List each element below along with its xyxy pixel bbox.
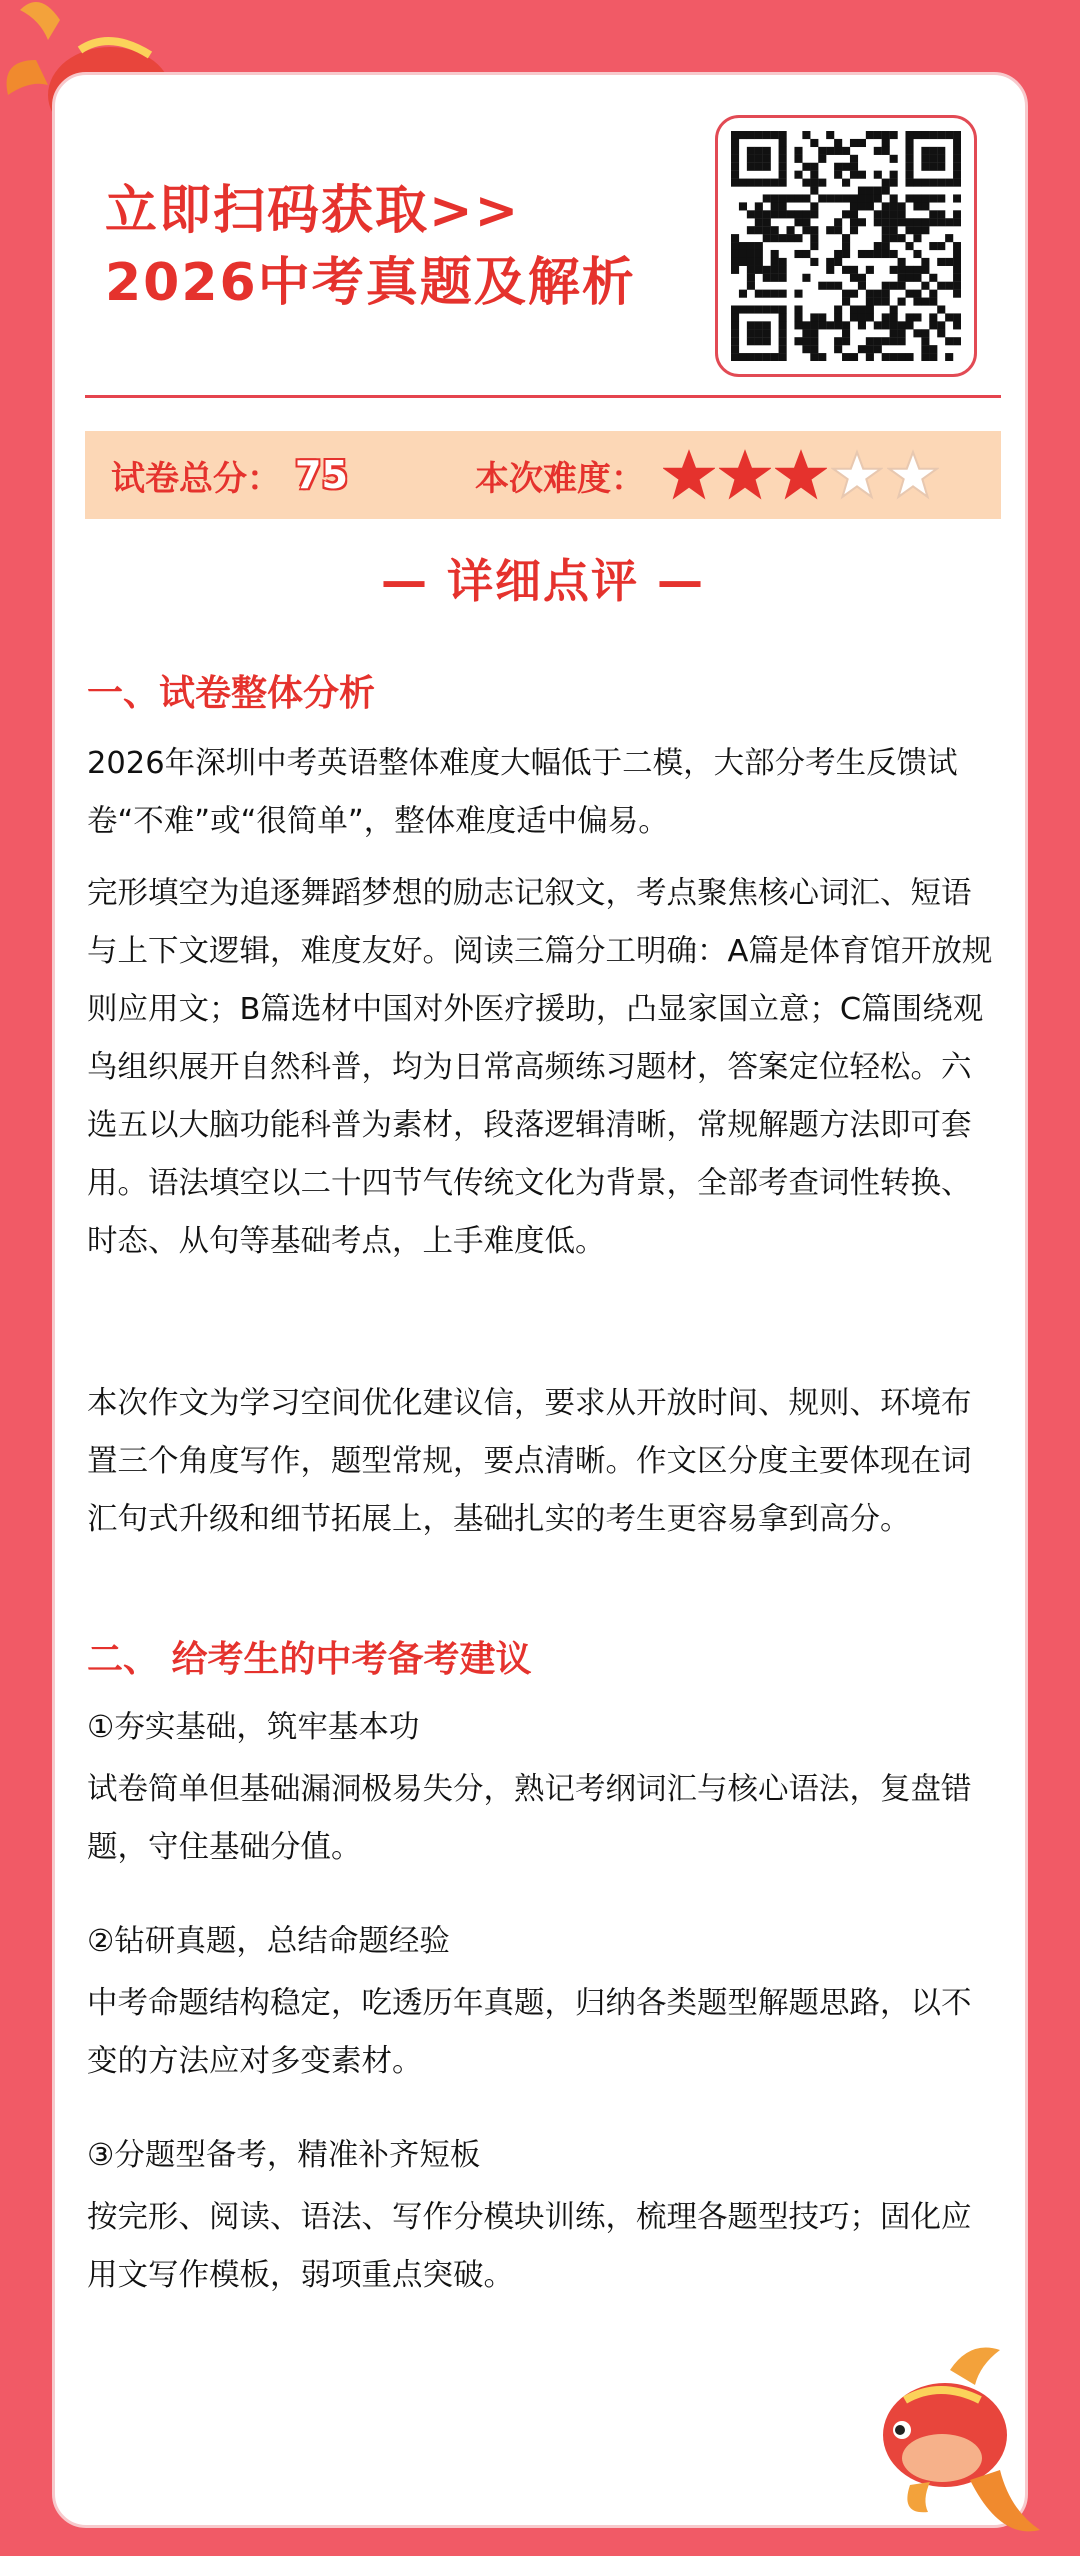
koi-fish-icon-bottom xyxy=(850,2340,1050,2550)
advice-3-body: 按完形、阅读、语法、写作分模块训练，梳理各题型技巧；固化应用文写作模板，弱项重点突破。 xyxy=(87,2200,972,2293)
qr-code-icon xyxy=(731,131,961,361)
advice-1-title: ①夯实基础，筑牢基本功 xyxy=(87,1710,420,1745)
score-value: 75 xyxy=(295,453,348,497)
qr-code[interactable] xyxy=(715,115,977,377)
section2-title: 二、 给考生的中考备考建议 xyxy=(87,1639,532,1680)
section1-paragraph-3: 本次作文为学习空间优化建议信，要求从开放时间、规则、环境布置三个角度写作，题型常规，要点清晰。作文区分度主要体现在词汇句式升级和细节拓展上，基础扎实的考生更容易拿到高分。 xyxy=(87,1386,972,1537)
review-title: — 详细点评 — xyxy=(380,554,706,608)
divider xyxy=(85,395,1001,398)
advice-1-body: 试卷简单但基础漏洞极易失分，熟记考纲词汇与核心语法，复盘错题，守住基础分值。 xyxy=(87,1772,972,1865)
content-card xyxy=(52,72,1028,2528)
score-label: 试卷总分： xyxy=(111,458,281,499)
headline-line2: 2026中考真题及解析 xyxy=(105,253,636,313)
section1-paragraph-1: 2026年深圳中考英语整体难度大幅低于二模，大部分考生反馈试卷“不难”或“很简单”，整体难度适中偏易。 xyxy=(87,746,958,839)
advice-3-title: ③分题型备考，精准补齐短板 xyxy=(87,2138,481,2173)
advice-2-title: ②钻研真题，总结命题经验 xyxy=(87,1924,450,1959)
score-bar xyxy=(85,431,1001,519)
star-filled-icon xyxy=(663,449,715,501)
headline xyxy=(105,175,665,319)
star-filled-icon xyxy=(775,449,827,501)
headline-line1: 立即扫码获取>> xyxy=(105,181,521,241)
star-empty-icon xyxy=(831,449,883,501)
difficulty-stars xyxy=(663,449,943,501)
section1-paragraph-2: 完形填空为追逐舞蹈梦想的励志记叙文，考点聚焦核心词汇、短语与上下文逻辑，难度友好。阅读三篇分工明确：A篇是体育馆开放规则应用文；B篇选材中国对外医疗援助，凸显家国立意；C篇围绕观鸟组织展开自然科普，均为日常高频练习题材，答案定位轻松。六选五以大脑功能科普为素材，段落逻辑清晰，常规解题方法即可套用。语法填空以二十四节气传统文化为背景，全部考查词性转换、时态、从句等基础考点，上手难度低。 xyxy=(87,876,993,1259)
star-filled-icon xyxy=(719,449,771,501)
advice-2-body: 中考命题结构稳定，吃透历年真题，归纳各类题型解题思路，以不变的方法应对多变素材。 xyxy=(87,1986,972,2079)
star-empty-icon xyxy=(887,449,939,501)
section1-title: 一、试卷整体分析 xyxy=(87,673,376,714)
difficulty-label: 本次难度： xyxy=(475,458,645,499)
